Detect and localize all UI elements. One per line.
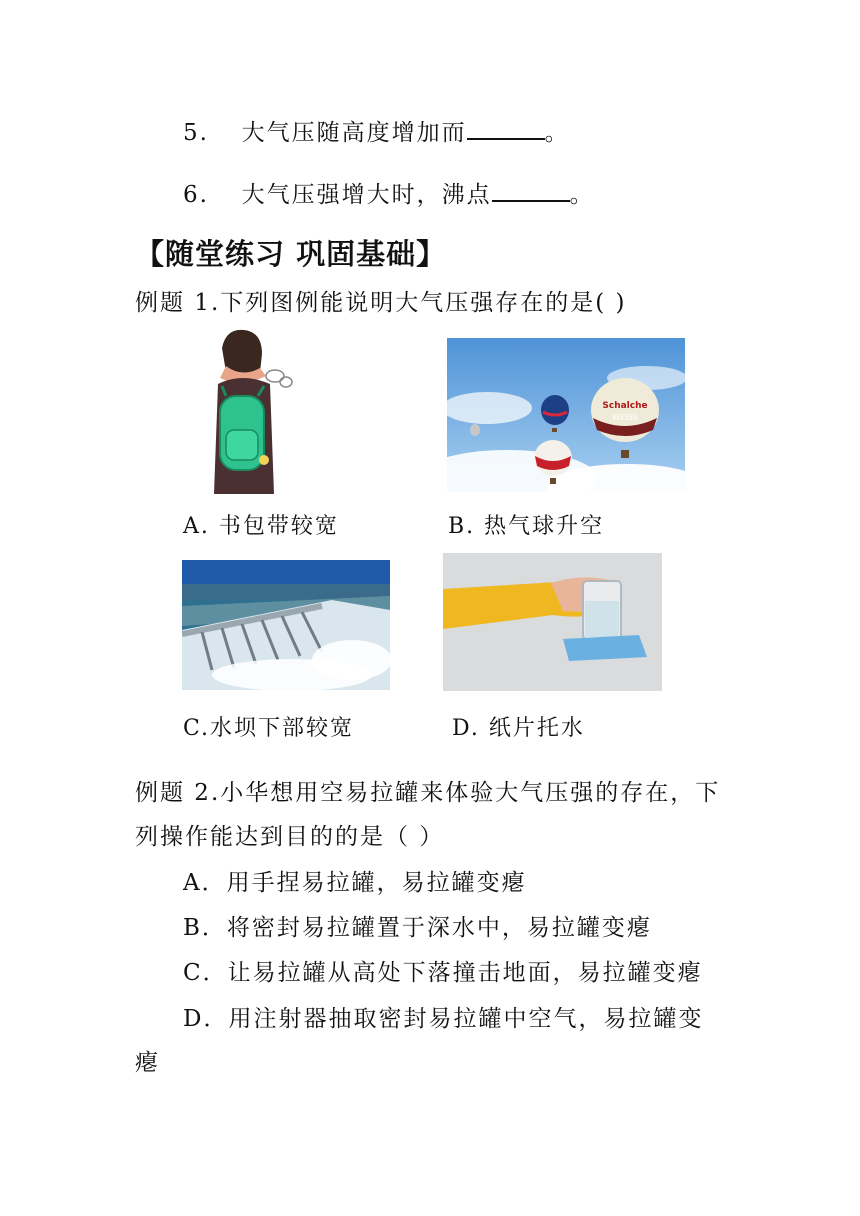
q1-option-c: C.水坝下部较宽 xyxy=(183,716,355,741)
answer-blank[interactable] xyxy=(492,180,570,202)
item-text: 大气压随高度增加而 xyxy=(241,120,467,146)
item-number: 6. xyxy=(183,182,209,208)
q1-option-d: D. 纸片托水 xyxy=(452,716,585,741)
q2-option-d: D．用注射器抽取密封易拉罐中空气，易拉罐变 xyxy=(183,1006,704,1032)
answer-blank[interactable] xyxy=(467,118,545,140)
item-number: 5. xyxy=(183,120,209,146)
paper-holds-water-photo xyxy=(443,553,662,691)
q1-option-b: B. 热气球升空 xyxy=(448,514,605,539)
q1-option-a: A. 书包带较宽 xyxy=(183,514,339,539)
item-end: 。 xyxy=(544,120,570,146)
q2-option-a: A．用手捏易拉罐，易拉罐变瘪 xyxy=(183,870,527,896)
item-text: 大气压强增大时，沸点 xyxy=(241,182,492,208)
svg-text:WEISS: WEISS xyxy=(612,413,638,422)
q2-option-b: B．将密封易拉罐置于深水中，易拉罐变瘪 xyxy=(183,915,652,941)
q2-option-c: C．让易拉罐从高处下落撞击地面，易拉罐变瘪 xyxy=(183,960,703,986)
q2-stem-line1: 例题 2.小华想用空易拉罐来体验大气压强的存在，下 xyxy=(135,780,721,806)
fill-item-6 xyxy=(183,176,595,209)
q1-stem: 例题 1.下列图例能说明大气压强存在的是( ) xyxy=(135,290,627,316)
q2-option-d-wrap: 瘪 xyxy=(135,1050,160,1076)
section-title: 【随堂练习 巩固基础】 xyxy=(135,237,447,271)
dam-photo xyxy=(182,560,390,690)
hot-air-balloons-photo xyxy=(447,338,685,492)
fill-item-5 xyxy=(183,114,570,147)
svg-text:Schalche: Schalche xyxy=(602,401,648,411)
item-end: 。 xyxy=(569,182,595,208)
backpack-illustration xyxy=(200,326,300,494)
q2-stem-line2: 列操作能达到目的的是（ ） xyxy=(135,824,445,850)
